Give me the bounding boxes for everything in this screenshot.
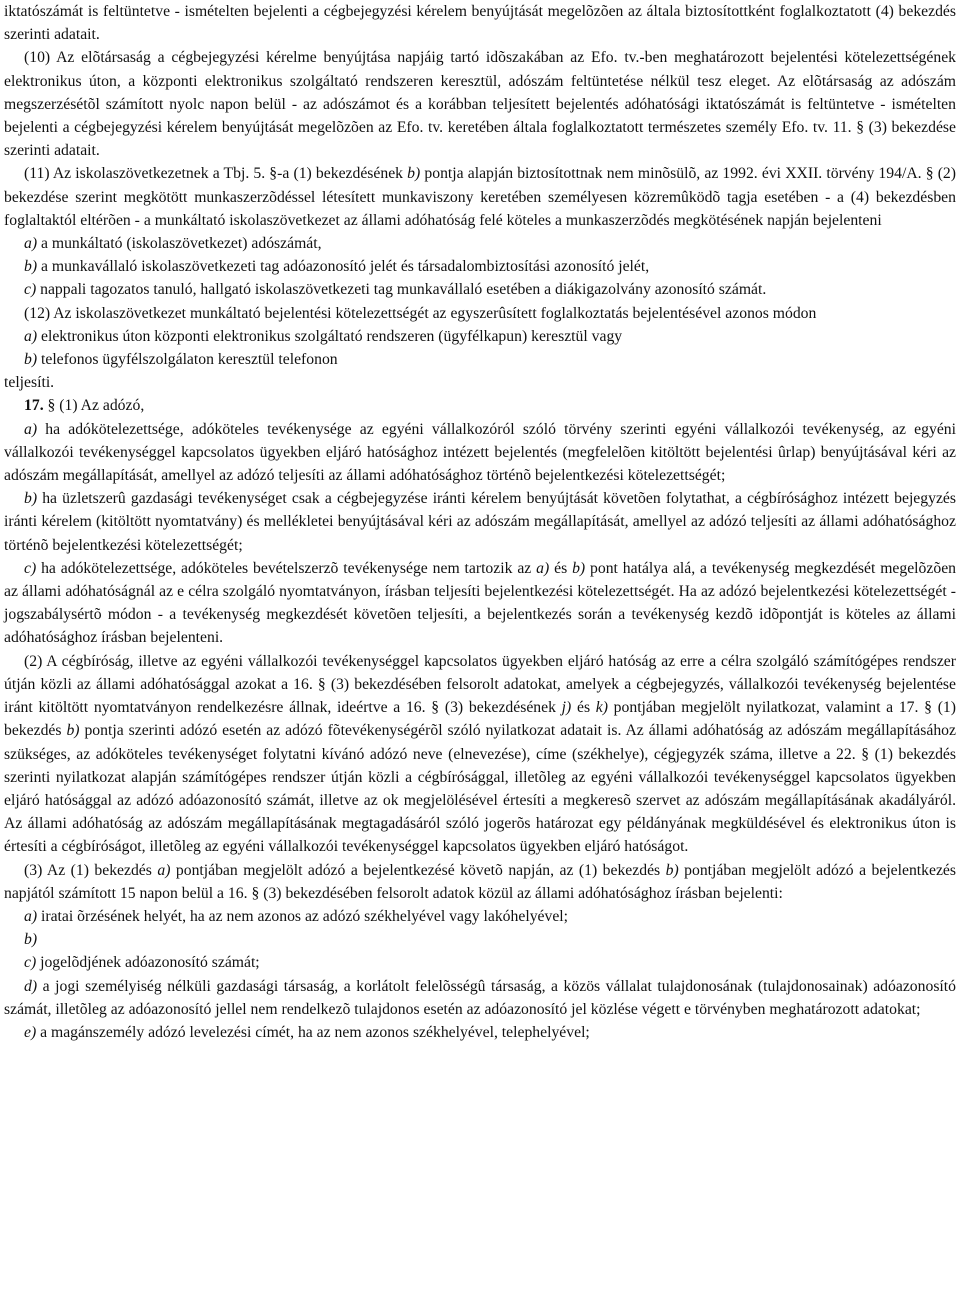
paragraph-text: a munkavállaló iskolaszövetkezeti tag adóazonosító jelét és társadalombiztosítási azonosító jelét,	[37, 258, 650, 276]
list-marker: k)	[595, 699, 608, 717]
paragraph-text: (11) Az iskolaszövetkezetnek a Tbj. 5. §-a (1) bekezdésének	[24, 165, 408, 183]
paragraph-text: a magánszemély adózó levelezési címét, ha az nem azonos székhelyével, telephelyével;	[36, 1023, 590, 1041]
paragraph	[4, 325, 956, 348]
list-marker: b)	[572, 559, 586, 577]
list-marker: a)	[24, 327, 38, 345]
list-marker: a)	[24, 907, 38, 925]
paragraph	[4, 650, 956, 859]
paragraph	[4, 162, 956, 232]
paragraph-text: ha adókötelezettsége, adóköteles bevételszerzõ tevékenysége nem tartozik az	[36, 559, 537, 577]
list-marker: d)	[24, 977, 38, 995]
paragraph	[4, 278, 956, 301]
paragraph	[4, 905, 956, 928]
paragraph-text: nappali tagozatos tanuló, hallgató iskolaszövetkezeti tag munkavállaló esetében a diákigazolvány azonosító számát.	[36, 281, 767, 299]
paragraph-text: (10) Az elõtársaság a cégbejegyzési kérelme benyújtása napjáig tartó idõszakában az Efo. tv.-ben meghatározott bejelentési kötelezettségének elektronikus úton, a központi elektronikus szolgáltató rendszeren keresztül, adószám feltüntetése nélkül tesz eleget. Az elõtársaság az adószám megszerzésétõl számított nyolc napon belül - az adószámot és a korábban teljesített bejelentés adóhatósági iktatószámát is feltüntetve - ismételten bejelenti a cégbejegyzési kérelem benyújtását megelõzõen az Efo. tv. keretében általa foglalkoztatott természetes személy Efo. tv. 11. § (3) bekezdése szerinti adatait.	[4, 49, 956, 160]
paragraph	[4, 0, 956, 46]
paragraph	[4, 859, 956, 905]
list-marker: a)	[157, 861, 171, 879]
list-marker: e)	[24, 1023, 37, 1041]
paragraph	[4, 951, 956, 974]
list-marker: b)	[24, 490, 38, 508]
paragraph	[4, 302, 956, 325]
paragraph-text: pontja alapján biztosítottnak nem minõsülõ, az 1992. évi XXII. törvény 194/A. § (2) bekezdése szerint megkötött munkaszerzõdéssel létesített munkaviszony keretében személyesen közremûködõ tagja esetében - a (4) bekezdésben foglaltaktól eltérõen - a munkáltató iskolaszövetkezet az állami adóhatóság felé köteles a munkaszerzõdés megkötésének napján bejelenteni	[4, 165, 956, 229]
paragraph	[4, 232, 956, 255]
paragraph-text: pontjában megjelölt adózó a bejelentkezés napjától számított 15 napon belül a 16. § (3) bekezdésében felsorolt adatok közül az állami adóhatósághoz írásban bejelenti:	[4, 861, 957, 902]
paragraph	[4, 557, 956, 650]
list-marker: c)	[24, 281, 37, 299]
list-marker: b)	[66, 722, 80, 740]
paragraph	[4, 487, 956, 557]
paragraph-text: ha adókötelezettsége, adóköteles tevékenysége az egyéni vállalkozóról szóló törvény szerinti egyéni vállalkozói tevékenység, az egyéni vállalkozói tevékenységgel kapcsolatos ügyekben eljáró hatósághoz intézett bejelentés (megfelelõen kitöltött bejelentési ûrlap) benyújtásával kéri az adószám megállapítását, amellyel az adózó teljesíti az állami adóhatósághoz történõ bejelentkezési kötelezettségét;	[4, 420, 956, 485]
list-marker: b)	[665, 861, 679, 879]
paragraph	[4, 348, 956, 371]
paragraph-text: teljesíti.	[4, 374, 55, 392]
list-marker: c)	[24, 954, 37, 972]
paragraph	[4, 928, 956, 951]
paragraph-text: pontjában megjelölt adózó a bejelentkezésé követõ napján, az (1) bekezdés	[170, 861, 666, 879]
paragraph-text: elektronikus úton központi elektronikus szolgáltató rendszeren (ügyfélkapun) keresztül vagy	[37, 327, 623, 345]
paragraph-text: jogelõdjének adóazonosító számát;	[36, 954, 260, 972]
list-marker: b)	[24, 351, 38, 369]
paragraph	[4, 394, 956, 417]
list-marker: a)	[24, 235, 38, 253]
paragraph-text: a jogi személyiség nélküli gazdasági társaság, a korlátolt felelõsségû társaság, a közös vállalat tulajdonosának (tulajdonosainak) adóazonosító számát, illetõleg az adóazonosító jellel nem rendelkezõ tulajdonos esetén az adóazonosító jel közlése végett e törvényben meghatározott adatokat;	[4, 977, 956, 1018]
paragraph-text: telefonos ügyfélszolgálaton keresztül telefonon	[37, 351, 338, 369]
paragraph-text: iratai õrzésének helyét, ha az nem azonos az adózó székhelyével vagy lakóhelyével;	[37, 907, 569, 925]
paragraph-text: (3) Az (1) bekezdés	[24, 861, 158, 879]
list-marker: b)	[24, 931, 38, 949]
paragraph-text: pontja szerinti adózó esetén az adózó fõtevékenységérõl szóló nyilatkozat adatait is. Az állami adóhatóság az adószám megállapításához szükséges, az adóköteles tevékenységet folytatni kívánó adózó neve (elnevezése), címe (székhelye), cégjegyzék száma, illetve a 22. § (1) bekezdés szerinti nyilatkozat alapján számítógépes rendszer útján közli a cégbírósággal, illetõleg az egyéni vállalkozói tevékenységgel kapcsolatos ügyekben eljáró hatósággal az adózó adóazonosító számát, illetve az ok megjelölésével értesíti a megkeresõ szervet az adószám megállapításának akadályáról. Az állami adóhatóság az adószám megállapításának megtagadásáról szóló jogerõs határozat egy példányának megküldésével és elektronikus úton is értesíti a cégbíróságot, illetõleg az egyéni vállalkozói tevékenységgel kapcsolatos ügyekben eljáró hatóságot.	[4, 722, 956, 856]
paragraph-text: (12) Az iskolaszövetkezet munkáltató bejelentési kötelezettségét az egyszerûsített foglalkoztatás bejelentésével azonos módon	[24, 304, 817, 322]
paragraph-text: és	[549, 559, 573, 577]
list-marker: a)	[24, 420, 38, 438]
paragraph	[4, 46, 956, 162]
paragraph	[4, 371, 956, 394]
paragraph-text: ha üzletszerû gazdasági tevékenységet csak a cégbejegyzése iránti kérelem benyújtását követõen folytathat, a cégbírósághoz intézett bejegyzés iránti kérelem (kitöltött nyomtatvány) és mellékletei benyújtásával kéri az adószám megállapítását, amellyel az adózó teljesíti az állami adóhatósághoz történõ bejelentkezési kötelezettségét;	[4, 490, 956, 554]
paragraph-text: pontjában megjelölt nyilatkozat, valamint a 17. § (1) bekezdés	[4, 699, 956, 740]
paragraph	[4, 1021, 956, 1044]
paragraph-text: iktatószámát is feltüntetve - ismételten bejelenti a cégbejegyzési kérelem benyújtását megelõzõen az általa biztosítottként foglalkoztatott (4) bekezdés szerinti adatait.	[4, 3, 956, 44]
paragraph	[4, 418, 956, 488]
section-number: 17.	[24, 397, 44, 415]
paragraph	[4, 255, 956, 278]
list-marker: c)	[24, 559, 37, 577]
paragraph-text: § (1) Az adózó,	[43, 397, 145, 415]
list-marker: b)	[407, 165, 421, 183]
list-marker: b)	[24, 258, 38, 276]
paragraph	[4, 975, 956, 1021]
paragraph-text: és	[571, 699, 596, 717]
list-marker: a)	[536, 559, 550, 577]
list-marker: j)	[561, 699, 572, 717]
paragraph-text: a munkáltató (iskolaszövetkezet) adószámát,	[37, 235, 322, 253]
paragraph-text: pont hatálya alá, a tevékenység megkezdését megelõzõen az állami adóhatóságnál az e célra szolgáló nyomtatványon, írásban teljesíti bejelentkezési kötelezettségét. Ha az adózó bejelentkezési kötelezettségét - jogszabálysértõ módon - a tevékenység megkezdését követõen teljesíti, a bejelentkezés során a tevékenység kezdõ idõpontját is köteles az állami adóhatósághoz írásban bejelenteni.	[4, 559, 956, 647]
paragraph-text: (2) A cégbíróság, illetve az egyéni vállalkozói tevékenységgel kapcsolatos ügyekben eljáró hatóság az erre a célra szolgáló számítógépes rendszer útján közli az állami adóhatósággal azokat a 16. § (3) bekezdésében felsorolt adatokat, amelyek a cégbejegyzés, vállalkozói tevékenység bejelentése iránt kitöltött nyomtatványon rendelkezésre állnak, ideértve a 16. § (3) bekezdésének	[4, 652, 956, 717]
